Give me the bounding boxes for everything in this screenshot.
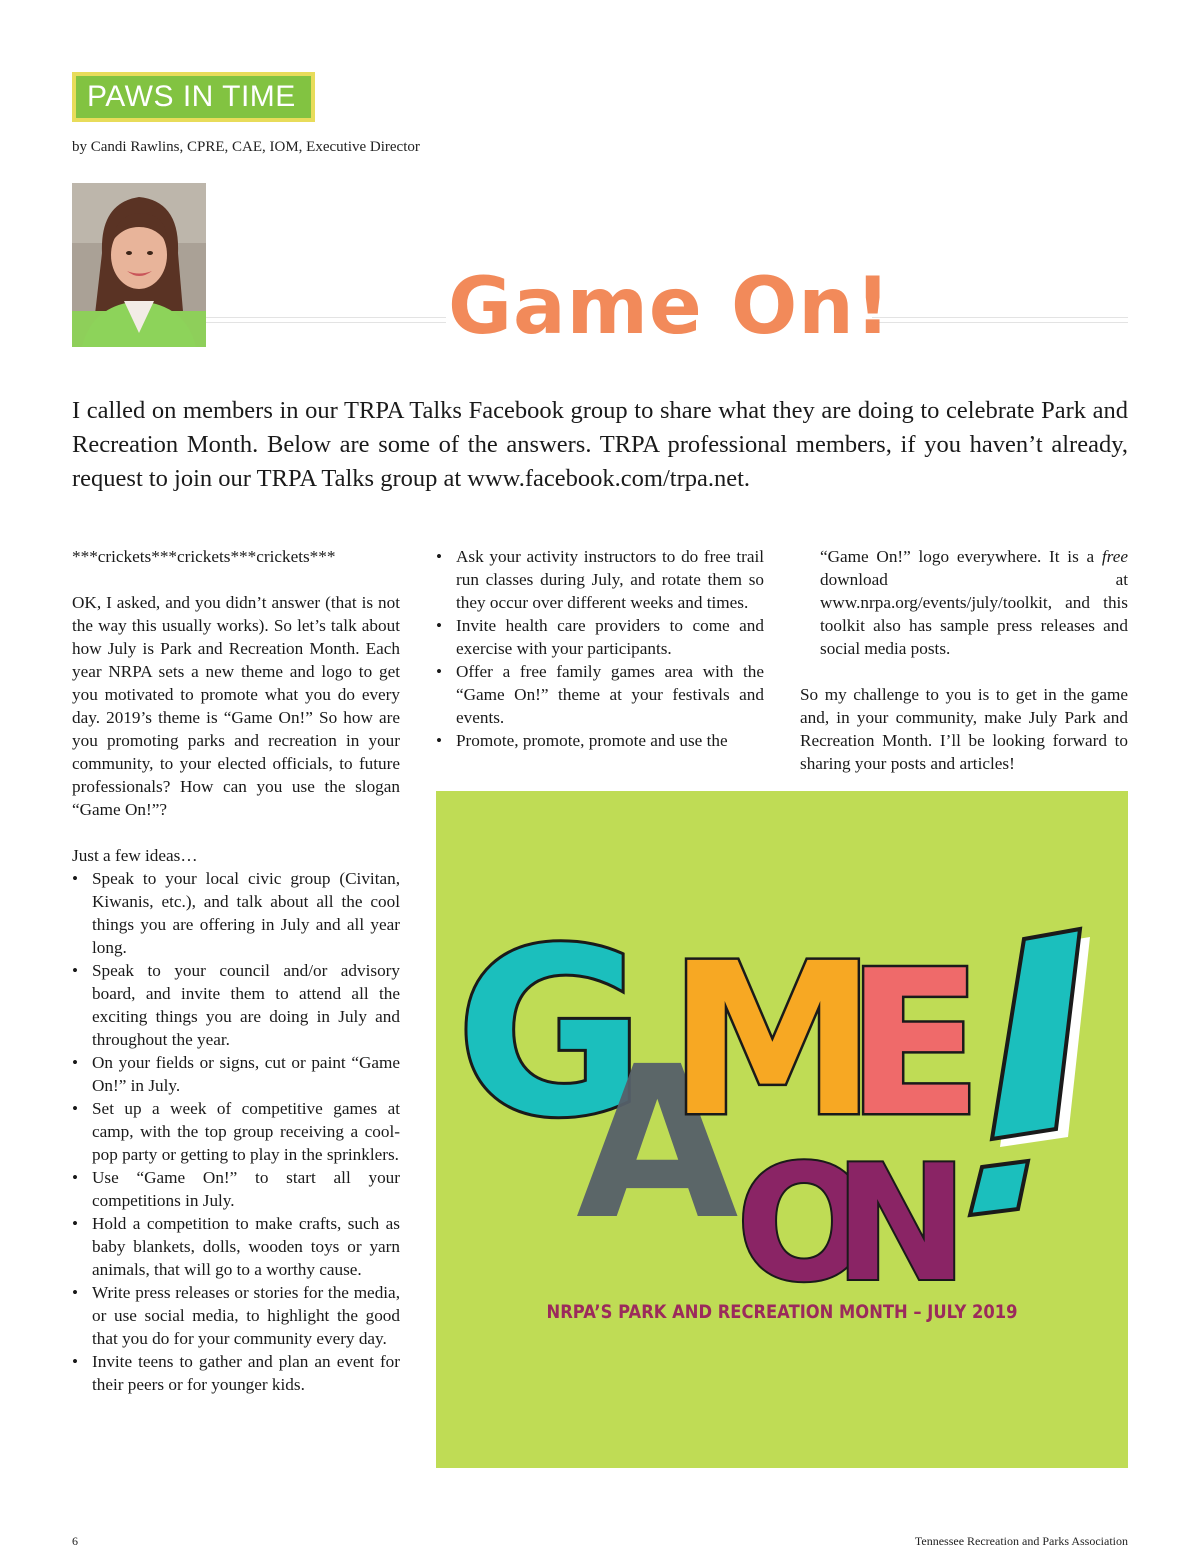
list-item: • Set up a week of competitive games at camp, with the top group receiving a cool-pop party or getting to play in the sprinklers. bbox=[72, 1097, 400, 1166]
closing-paragraph: So my challenge to you is to get in the game and, in your community, make July Park and Recreation Month. I’ll be looking forward to sharing your posts and articles! bbox=[800, 685, 1128, 773]
list-item: • Speak to your council and/or advisory board, and invite them to attend all the exciting things you are doing in July and throughout the year. bbox=[72, 959, 400, 1051]
column-2 bbox=[436, 545, 764, 752]
list-item: • Offer a free family games area with the “Game On!” theme at your festivals and events. bbox=[436, 660, 764, 729]
author-portrait-illustration bbox=[72, 183, 206, 347]
title-rule-right bbox=[872, 317, 1128, 323]
section-label bbox=[72, 72, 315, 122]
publication-name: Tennessee Recreation and Parks Association bbox=[914, 1534, 1128, 1548]
exclamation-mark-icon bbox=[970, 929, 1090, 1215]
poster-letter-n: N bbox=[834, 1130, 968, 1317]
list-item: • On your fields or signs, cut or paint “Game On!” in July. bbox=[72, 1051, 400, 1097]
list-item: • Ask your activity instructors to do free trail run classes during July, and rotate them so they occur over different weeks and times. bbox=[436, 545, 764, 614]
ideas-list bbox=[72, 867, 400, 1396]
author-photo bbox=[72, 183, 206, 347]
bullet-continuation bbox=[800, 545, 1128, 660]
ideas-list-continued bbox=[436, 545, 764, 752]
column-3 bbox=[800, 545, 1128, 775]
column-1 bbox=[72, 545, 400, 1396]
game-on-poster bbox=[436, 791, 1128, 1468]
page-number: 6 bbox=[72, 1534, 78, 1548]
poster-letter-a: A bbox=[576, 1021, 739, 1266]
intro-paragraph: I called on members in our TRPA Talks Facebook group to share what they are doing to celebrate Park and Recreation Month. Below are some of the answers. TRPA professional members, if you haven’t already, request to join our TRPA Talks group at www.facebook.com/trpa.net. bbox=[72, 397, 1128, 492]
section-label-text: PAWS IN TIME bbox=[87, 80, 296, 113]
poster-caption: NRPA’S PARK AND RECREATION MONTH – JULY 2019 bbox=[546, 1301, 1018, 1323]
poster-letter-o: O bbox=[736, 1130, 873, 1317]
poster-letter-g: G bbox=[456, 901, 645, 1168]
game-on-logo bbox=[436, 791, 1128, 1468]
continuation-emphasis: free bbox=[1101, 547, 1128, 566]
body-paragraph: OK, I asked, and you didn’t answer (that is not the way this usually works). So let’s talk about how July is Park and Recreation Month. Each year NRPA sets a new theme and logo to get you motivated to promote what you do every day. 2019’s theme is “Game On!” So how are you promoting parks and recreation in your community, to your elected officials, to future professionals? How can you use the slogan “Game On!”? bbox=[72, 593, 400, 819]
list-item: • Speak to your local civic group (Civitan, Kiwanis, etc.), and talk about all the cool things you are offering in July and all year long. bbox=[72, 867, 400, 959]
continuation-text: download at www.nrpa.org/events/july/toolkit, and this toolkit also has sample press releases and social media posts. bbox=[820, 570, 1128, 658]
list-item: • Hold a competition to make crafts, such as baby blankets, dolls, wooden toys or yarn animals, that will go to a worthy cause. bbox=[72, 1212, 400, 1281]
poster-letter-e: E bbox=[846, 928, 983, 1161]
poster-letter-m: M bbox=[668, 918, 877, 1163]
continuation-text: “Game On!” logo everywhere. It is a bbox=[820, 547, 1102, 566]
list-item: • Invite teens to gather and plan an event for their peers or for younger kids. bbox=[72, 1350, 400, 1396]
title-rule-left bbox=[206, 317, 446, 323]
list-item: • Write press releases or stories for the media, or use social media, to highlight the good that you do for your community every day. bbox=[72, 1281, 400, 1350]
list-item: • Invite health care providers to come and exercise with your participants. bbox=[436, 614, 764, 660]
byline: by Candi Rawlins, CPRE, CAE, IOM, Executive Director bbox=[72, 139, 420, 155]
list-item: • Promote, promote, promote and use the bbox=[436, 729, 764, 752]
article-title: Game On! bbox=[448, 262, 892, 352]
crickets-line: ***crickets***crickets***crickets*** bbox=[72, 547, 336, 566]
list-item: • Use “Game On!” to start all your competitions in July. bbox=[72, 1166, 400, 1212]
ideas-lead: Just a few ideas… bbox=[72, 846, 198, 865]
